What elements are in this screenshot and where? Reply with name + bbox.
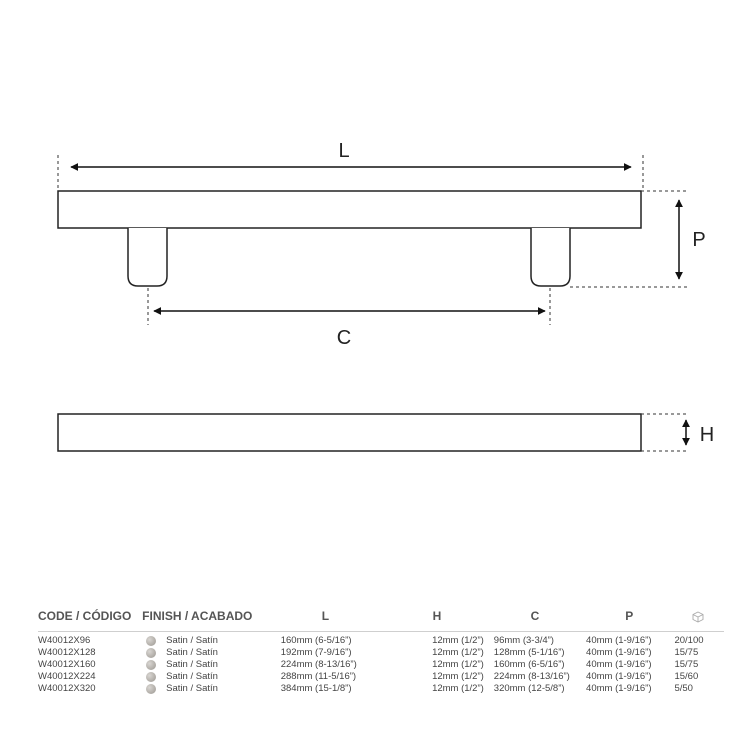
box-icon	[692, 611, 704, 623]
code-cell: W40012X160	[38, 659, 96, 670]
pack-cell: 15/60	[674, 671, 699, 682]
finish-swatch	[146, 672, 156, 682]
projection-cell: 40mm (1-9/16”)	[586, 683, 652, 694]
centers-cell: 224mm (8-13/16”)	[493, 671, 570, 682]
pack-cell: 15/75	[674, 647, 699, 658]
left-post	[128, 228, 167, 286]
centers-cell: 160mm (6-5/16”)	[493, 659, 565, 670]
projection-cell: 40mm (1-9/16”)	[586, 635, 652, 646]
table-row	[38, 671, 724, 683]
table-row	[38, 647, 724, 659]
projection-column-header: P	[586, 609, 672, 632]
projection-label: P	[692, 229, 706, 251]
height-cell: 12mm (1/2”)	[432, 647, 484, 658]
code-column-header: CODE / CÓDIGO	[38, 609, 142, 632]
centers-cell: 320mm (12-5/8”)	[493, 683, 565, 694]
height-column-header: H	[390, 609, 484, 632]
specifications-table	[38, 609, 724, 695]
table-row	[38, 683, 724, 695]
length-column-header: L	[261, 609, 390, 632]
finish-label: Satin / Satín	[166, 671, 218, 682]
centers-label: C	[336, 327, 352, 349]
code-cell: W40012X320	[38, 683, 96, 694]
table-header-row	[38, 609, 724, 632]
height-cell: 12mm (1/2”)	[432, 683, 484, 694]
finish-label: Satin / Satín	[166, 683, 218, 694]
pack-column-header	[672, 609, 724, 632]
height-cell: 12mm (1/2”)	[432, 635, 484, 646]
projection-cell: 40mm (1-9/16”)	[586, 659, 652, 670]
table-row	[38, 632, 724, 648]
finish-swatch	[146, 684, 156, 694]
height-cell: 12mm (1/2”)	[432, 671, 484, 682]
centers-cell: 128mm (5-1/16”)	[493, 647, 565, 658]
finish-label: Satin / Satín	[166, 647, 218, 658]
pack-cell: 5/50	[674, 683, 693, 694]
pack-cell: 15/75	[674, 659, 699, 670]
centers-column-header: C	[484, 609, 586, 632]
finish-cell	[142, 647, 261, 659]
length-label: L	[338, 140, 350, 162]
pack-cell: 20/100	[674, 635, 704, 646]
finish-label: Satin / Satín	[166, 635, 218, 646]
handle-bar-top-view	[58, 414, 641, 451]
length-cell: 160mm (6-5/16”)	[280, 635, 352, 646]
finish-cell	[142, 659, 261, 671]
length-cell: 288mm (11-5/16”)	[280, 671, 357, 682]
finish-swatch	[146, 636, 156, 646]
table-row	[38, 659, 724, 671]
centers-cell: 96mm (3-3/4”)	[493, 635, 554, 646]
height-label: H	[699, 424, 715, 446]
handle-bar-front-view	[58, 191, 641, 228]
finish-cell	[142, 683, 261, 695]
height-cell: 12mm (1/2”)	[432, 659, 484, 670]
projection-cell: 40mm (1-9/16”)	[586, 647, 652, 658]
code-cell: W40012X96	[38, 635, 91, 646]
finish-swatch	[146, 648, 156, 658]
finish-swatch	[146, 660, 156, 670]
projection-cell: 40mm (1-9/16”)	[586, 671, 652, 682]
right-post	[531, 228, 570, 286]
code-cell: W40012X224	[38, 671, 96, 682]
finish-cell	[142, 671, 261, 683]
length-cell: 192mm (7-9/16”)	[280, 647, 352, 658]
code-cell: W40012X128	[38, 647, 96, 658]
finish-label: Satin / Satín	[166, 659, 218, 670]
length-cell: 384mm (15-1/8”)	[280, 683, 352, 694]
finish-column-header: FINISH / ACABADO	[142, 609, 261, 632]
finish-cell	[142, 632, 261, 648]
length-cell: 224mm (8-13/16”)	[280, 659, 357, 670]
